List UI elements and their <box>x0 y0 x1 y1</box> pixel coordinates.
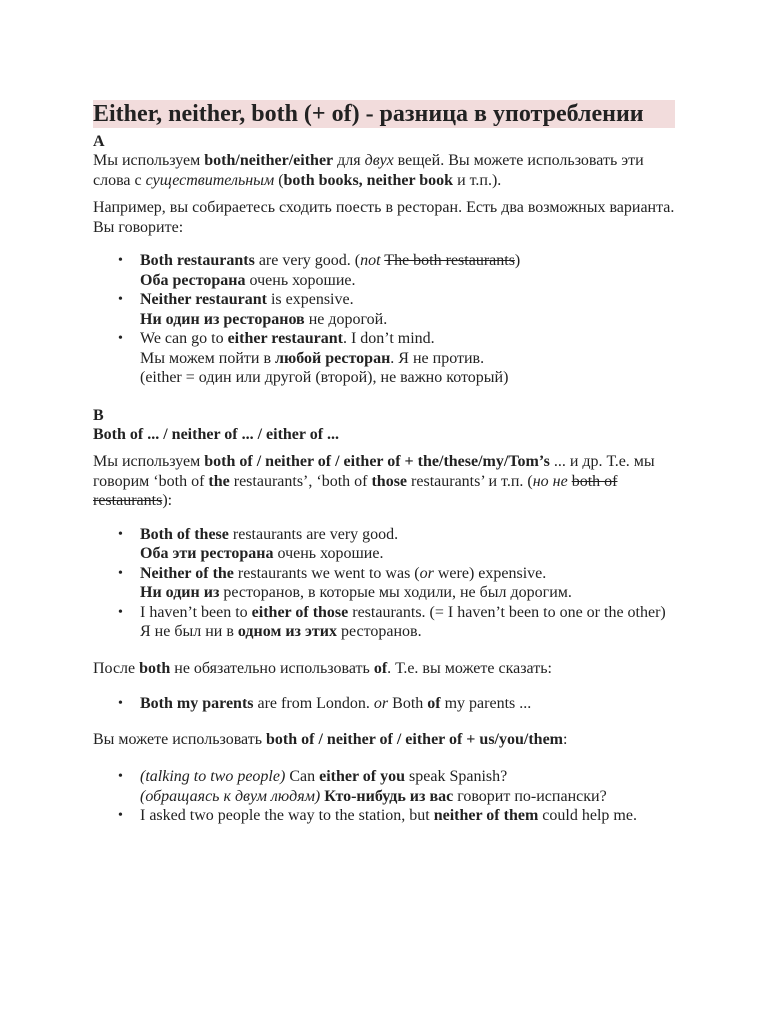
list-item: • (talking to two people) Can either of you speak Spanish? (обращаясь к двум людям) Кто-нибудь из вас говорит по-испански? <box>140 767 675 806</box>
list-item: • Both my parents are from London. or Both of my parents ... <box>140 694 675 714</box>
pronoun-note: Вы можете использовать both of / neither of / either of + us/you/them: <box>93 730 568 748</box>
list-item: • Both of these restaurants are very good. Оба эти ресторана очень хорошие. <box>140 525 675 564</box>
list-item: • We can go to either restaurant. I don’t mind. Мы можем пойти в любой ресторан. Я не против. (either = один или другой (второй), не важно который) <box>140 329 675 388</box>
section-a-examples <box>93 251 675 388</box>
section-a-letter: A <box>93 133 105 150</box>
list-item: • Neither restaurant is expensive. Ни один из ресторанов не дорогой. <box>140 290 675 329</box>
pronoun-examples <box>93 767 675 826</box>
list-item: • I haven’t been to either of those restaurants. (= I haven’t been to one or the other) Я не был ни в одном из этих ресторанов. <box>140 603 675 642</box>
section-b-letter: B <box>93 406 104 424</box>
section-b-heading: Both of ... / neither of ... / either of ... <box>93 425 340 443</box>
page-title: Either, neither, both (+ of) - разница в употреблении <box>93 100 675 128</box>
list-item: • Neither of the restaurants we went to was (or were) expensive. Ни один из ресторанов, в которые мы ходили, не был дорогим. <box>140 564 675 603</box>
section-b-intro: Мы используем both of / neither of / either of + the/these/my/Tom’s ... и др. Т.е. мы говорим ‘both of the restaurants’, ‘both of those restaurants’ и т.п. (но не both of restaurants): <box>93 453 655 509</box>
both-parents-example <box>93 694 675 714</box>
section-b-examples <box>93 525 675 642</box>
section-a-intro: Мы используем both/neither/either для двух вещей. Вы можете использовать эти слова с существительным (both books, neither book и т.п.). <box>93 152 644 189</box>
document-content <box>93 100 675 826</box>
list-item: • Both restaurants are very good. (not The both restaurants) Оба ресторана очень хорошие. <box>140 251 675 290</box>
section-a-example-intro: Например, вы собираетесь сходить поесть в ресторан. Есть два возможных варианта. Вы говорите: <box>93 199 675 236</box>
both-of-note: После both не обязательно использовать of. Т.е. вы можете сказать: <box>93 659 552 677</box>
list-item: • I asked two people the way to the station, but neither of them could help me. <box>140 806 675 826</box>
